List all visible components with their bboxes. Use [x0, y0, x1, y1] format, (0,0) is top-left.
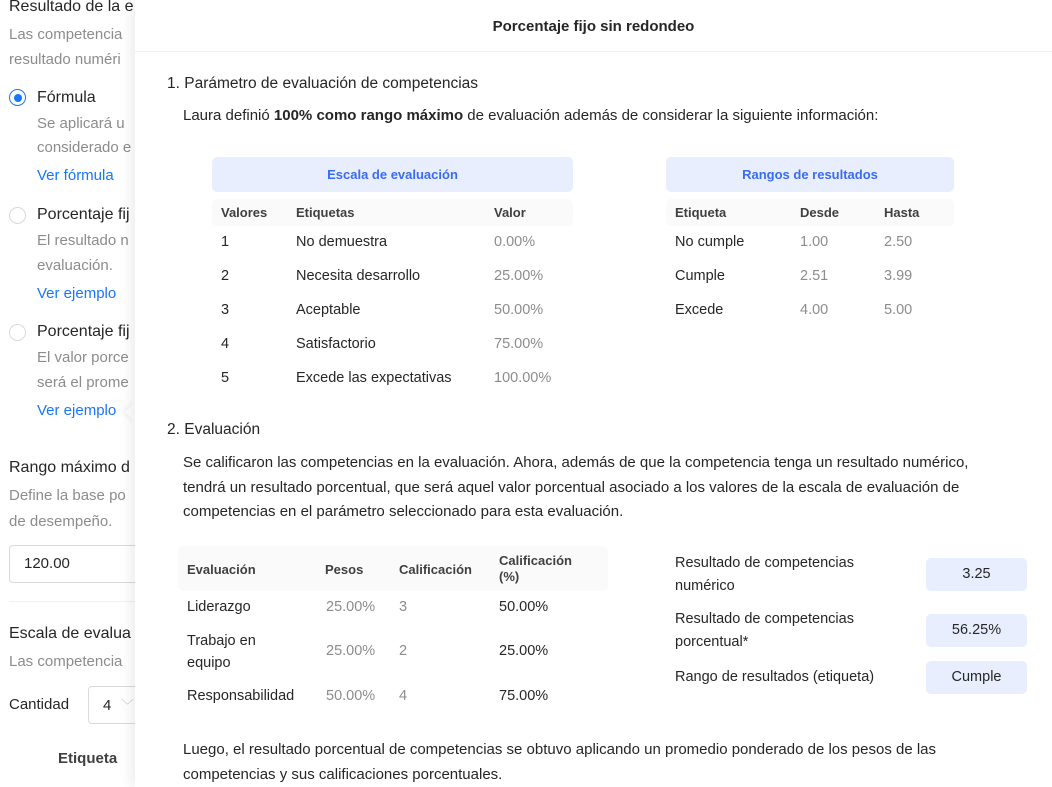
scale-percent: 75.00% [494, 336, 544, 352]
competency-name: Liderazgo [187, 599, 251, 615]
col-header: Desde [800, 205, 840, 220]
range-label: No cumple [675, 234, 745, 250]
result-value: 3.25 [926, 558, 1027, 591]
range-from: 2.51 [800, 268, 829, 284]
scale-percent: 50.00% [494, 302, 544, 318]
competency-weight: 50.00% [326, 688, 376, 704]
radio-porcentaje-fijo-2[interactable] [9, 324, 26, 341]
scale-label: Aceptable [296, 302, 361, 318]
chevron-down-icon: ﹀ [121, 698, 135, 713]
section-desc: Las competencia [9, 26, 123, 43]
competency-percent: 25.00% [499, 643, 549, 659]
section-title: Resultado de la e [9, 0, 134, 15]
section2-text: competencias en el parámetro seleccionado para esta evaluación. [183, 503, 624, 520]
result-label: Rango de resultados (etiqueta) [675, 669, 875, 685]
scale-desc: Las competencia [9, 653, 123, 670]
eval-table-header [178, 546, 608, 591]
scale-label: Necesita desarrollo [296, 268, 421, 284]
ver-ejemplo-link[interactable]: Ver ejemplo [37, 285, 117, 302]
range-label: Cumple [675, 268, 725, 284]
col-header: Etiquetas [296, 205, 355, 220]
intro-text: Laura definió 100% como rango máximo de evaluación además de considerar la siguiente información: [183, 107, 879, 124]
competency-score: 4 [399, 688, 408, 704]
competency-percent: 75.00% [499, 688, 549, 704]
scale-percent: 100.00% [494, 370, 552, 386]
option-desc: será el prome [37, 374, 129, 391]
section1-title: 1. Parámetro de evaluación de competencias [167, 75, 479, 92]
col-header: Valor [494, 205, 526, 220]
scale-percent: 25.00% [494, 268, 544, 284]
section2-text: Se calificaron las competencias en la evaluación. Ahora, además de que la competencia tenga un resultado numérico, [183, 454, 969, 471]
option-desc: Se aplicará u [37, 115, 125, 132]
competency-weight: 25.00% [326, 643, 376, 659]
result-label: Resultado de competencias [675, 555, 854, 571]
result-label: porcentual* [675, 634, 749, 650]
scale-value: 4 [221, 336, 230, 352]
ver-formula-link[interactable]: Ver fórmula [37, 167, 114, 184]
scale-label: Satisfactorio [296, 336, 376, 352]
scale-table-title: Escala de evaluación [212, 157, 573, 192]
scale-value: 5 [221, 370, 230, 386]
range-title: Rango máximo d [9, 459, 130, 476]
col-header: Calificación [499, 553, 572, 568]
option-label: Porcentaje fij [37, 323, 130, 340]
option-label: Fórmula [37, 89, 96, 106]
competency-score: 3 [399, 599, 408, 615]
option-desc: El resultado n [37, 232, 129, 249]
col-header: Hasta [884, 205, 920, 220]
range-desc: de desempeño. [9, 513, 113, 530]
competency-weight: 25.00% [326, 599, 376, 615]
radio-porcentaje-fijo-1[interactable] [9, 207, 26, 224]
footer-text: competencias y sus calificaciones porcentuales. [183, 766, 503, 783]
scale-value: 3 [221, 302, 230, 318]
result-label: Resultado de competencias [675, 611, 854, 627]
scale-table-header [212, 199, 573, 226]
range-to: 3.99 [884, 268, 913, 284]
scale-label: Excede las expectativas [296, 370, 452, 386]
competency-name: Responsabilidad [187, 688, 295, 704]
competency-percent: 50.00% [499, 599, 549, 615]
competency-score: 2 [399, 643, 408, 659]
section2-text: tendrá un resultado porcentual, que será aquel valor porcentual asociado a los valores de la escala de evaluación de [183, 479, 960, 496]
range-value: 120.00 [24, 555, 70, 572]
col-header: Evaluación [187, 562, 256, 577]
col-header: Etiqueta [675, 205, 727, 220]
radio-formula[interactable] [9, 89, 26, 106]
option-label: Porcentaje fij [37, 206, 130, 223]
result-value: 56.25% [926, 614, 1027, 647]
section-desc: resultado numéri [9, 51, 121, 68]
scale-value: 1 [221, 234, 230, 250]
result-label: numérico [675, 578, 735, 594]
col-header: (%) [499, 569, 520, 584]
option-desc: evaluación. [37, 257, 113, 274]
range-label: Excede [675, 302, 724, 318]
range-from: 4.00 [800, 302, 829, 318]
scale-title: Escala de evalua [9, 625, 131, 642]
range-to: 2.50 [884, 234, 913, 250]
label-header: Etiqueta [58, 750, 118, 767]
quantity-value: 4 [103, 697, 112, 714]
ranges-table-header [666, 199, 954, 226]
scale-value: 2 [221, 268, 230, 284]
competency-name: Trabajo en [187, 633, 256, 649]
competency-name: equipo [187, 655, 231, 671]
col-header: Pesos [325, 562, 364, 577]
col-header: Valores [221, 205, 268, 220]
result-value: Cumple [926, 661, 1027, 694]
option-desc: El valor porce [37, 349, 129, 366]
section2-title: 2. Evaluación [167, 421, 261, 438]
col-header: Calificación [399, 562, 472, 577]
ranges-table-title: Rangos de resultados [666, 157, 954, 192]
option-desc: considerado e [37, 139, 132, 156]
footer-text: Luego, el resultado porcentual de competencias se obtuvo aplicando un promedio ponderado de los pesos de las [183, 741, 937, 758]
scale-label: No demuestra [296, 234, 388, 250]
quantity-label: Cantidad [9, 696, 70, 713]
range-from: 1.00 [800, 234, 829, 250]
popover-title: Porcentaje fijo sin redondeo [135, 0, 1052, 52]
range-desc: Define la base po [9, 487, 126, 504]
ver-ejemplo-link[interactable]: Ver ejemplo [37, 402, 117, 419]
scale-percent: 0.00% [494, 234, 536, 250]
range-to: 5.00 [884, 302, 913, 318]
